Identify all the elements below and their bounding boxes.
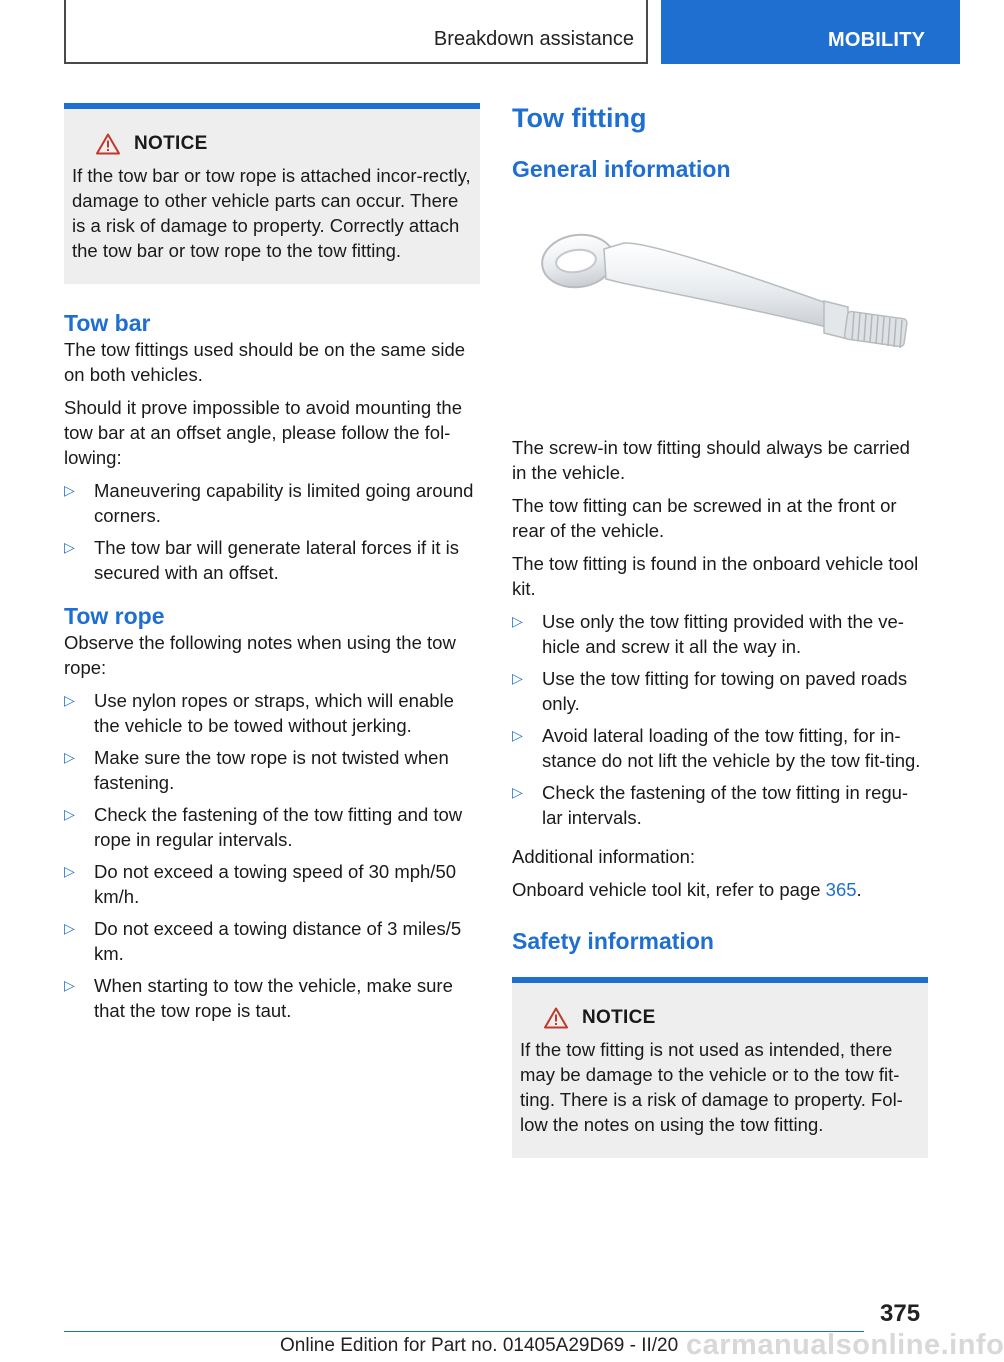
tow-bar-paragraph-1: The tow fittings used should be on the same side on both vehicles.: [64, 339, 466, 385]
general-information-heading: General information: [512, 156, 731, 182]
triangle-right-icon: ▷: [512, 727, 523, 743]
warning-triangle-icon: [544, 1007, 568, 1029]
notice-title: NOTICE: [134, 133, 208, 154]
notice-text: If the tow fitting is not used as intended, there may be damage to the vehicle or to the tow fit-ting. There is a risk of damage to property. Fol-low the notes on using the tow fitting.: [520, 1039, 903, 1135]
triangle-right-icon: ▷: [512, 613, 523, 629]
list-item: ▷ Do not exceed a towing speed of 30 mph/50 km/h.: [64, 861, 457, 907]
list-item: ▷ Use nylon ropes or straps, which will enable the vehicle to be towed without jerking.: [64, 690, 454, 736]
watermark: carmanualsonline.info: [686, 1329, 1004, 1361]
triangle-right-icon: ▷: [64, 863, 75, 879]
list-item: ▷ Make sure the tow rope is not twisted when fastening.: [64, 747, 449, 793]
tow-fitting-paragraph-3: The tow fitting is found in the onboard vehicle tool kit.: [512, 553, 919, 599]
triangle-right-icon: ▷: [64, 482, 75, 498]
tow-rope-heading: Tow rope: [64, 603, 165, 629]
triangle-right-icon: ▷: [64, 977, 75, 993]
notice-box: [512, 977, 928, 1158]
triangle-right-icon: ▷: [64, 692, 75, 708]
tow-bar-paragraph-2: Should it prove impossible to avoid mounting the tow bar at an offset angle, please follow the fol-lowing:: [64, 397, 462, 468]
tow-fitting-paragraph-1: The screw-in tow fitting should always be carried in the vehicle.: [512, 437, 910, 483]
tow-fitting-illustration: [512, 183, 928, 435]
safety-information-heading: Safety information: [512, 928, 714, 954]
list-item: ▷ Do not exceed a towing distance of 3 miles/5 km.: [64, 918, 462, 964]
header-section-title: Breakdown assistance: [433, 28, 634, 50]
triangle-right-icon: ▷: [64, 749, 75, 765]
tow-fitting-paragraph-2: The tow fitting can be screwed in at the front or rear of the vehicle.: [512, 495, 897, 541]
tow-fitting-list: [512, 609, 928, 830]
notice-box: [64, 103, 480, 284]
tow-bar-list: [64, 478, 480, 585]
triangle-right-icon: ▷: [512, 784, 523, 800]
notice-header: [96, 133, 472, 155]
list-item: ▷ Use only the tow fitting provided with the ve-hicle and screw it all the way in.: [512, 611, 904, 657]
notice-title: NOTICE: [582, 1007, 656, 1028]
tow-rope-list: [64, 688, 480, 1023]
header-tab-mobility[interactable]: MOBILITY: [661, 0, 960, 64]
tow-bar-heading: Tow bar: [64, 310, 151, 336]
list-item: ▷ When starting to tow the vehicle, make sure that the tow rope is taut.: [64, 975, 453, 1021]
tow-rope-paragraph: Observe the following notes when using the tow rope:: [64, 632, 456, 678]
list-item: ▷ Use the tow fitting for towing on paved roads only.: [512, 668, 908, 714]
left-column: [64, 103, 480, 1031]
triangle-right-icon: ▷: [64, 806, 75, 822]
right-column: [512, 103, 928, 1158]
triangle-right-icon: ▷: [512, 670, 523, 686]
list-item: ▷ Avoid lateral loading of the tow fitting, for in-stance do not lift the vehicle by the tow fit-ting.: [512, 725, 921, 771]
tool-kit-reference: Onboard vehicle tool kit, refer to page 365.: [512, 879, 862, 900]
additional-information-label: Additional information:: [512, 846, 696, 867]
tow-fitting-title: Tow fitting: [512, 103, 647, 133]
triangle-right-icon: ▷: [64, 539, 75, 555]
list-item: ▷ Maneuvering capability is limited going around corners.: [64, 480, 474, 526]
list-item: ▷ Check the fastening of the tow fitting and tow rope in regular intervals.: [64, 804, 463, 850]
notice-text: If the tow bar or tow rope is attached incor-rectly, damage to other vehicle parts can occur. There is a risk of damage to property. Correctly attach the tow bar or tow rope to the tow fitting.: [72, 165, 471, 261]
list-item: ▷ The tow bar will generate lateral forces if it is secured with an offset.: [64, 537, 460, 583]
tow-fitting-figure: [512, 183, 928, 435]
page-number: 375: [880, 1300, 921, 1327]
list-item: ▷ Check the fastening of the tow fitting in regu-lar intervals.: [512, 782, 909, 828]
page-reference-link[interactable]: 365: [825, 879, 857, 900]
triangle-right-icon: ▷: [64, 920, 75, 936]
edition-text: Online Edition for Part no. 01405A29D69 - II/20: [280, 1335, 679, 1356]
warning-triangle-icon: [96, 133, 120, 155]
notice-header: [544, 1007, 920, 1029]
